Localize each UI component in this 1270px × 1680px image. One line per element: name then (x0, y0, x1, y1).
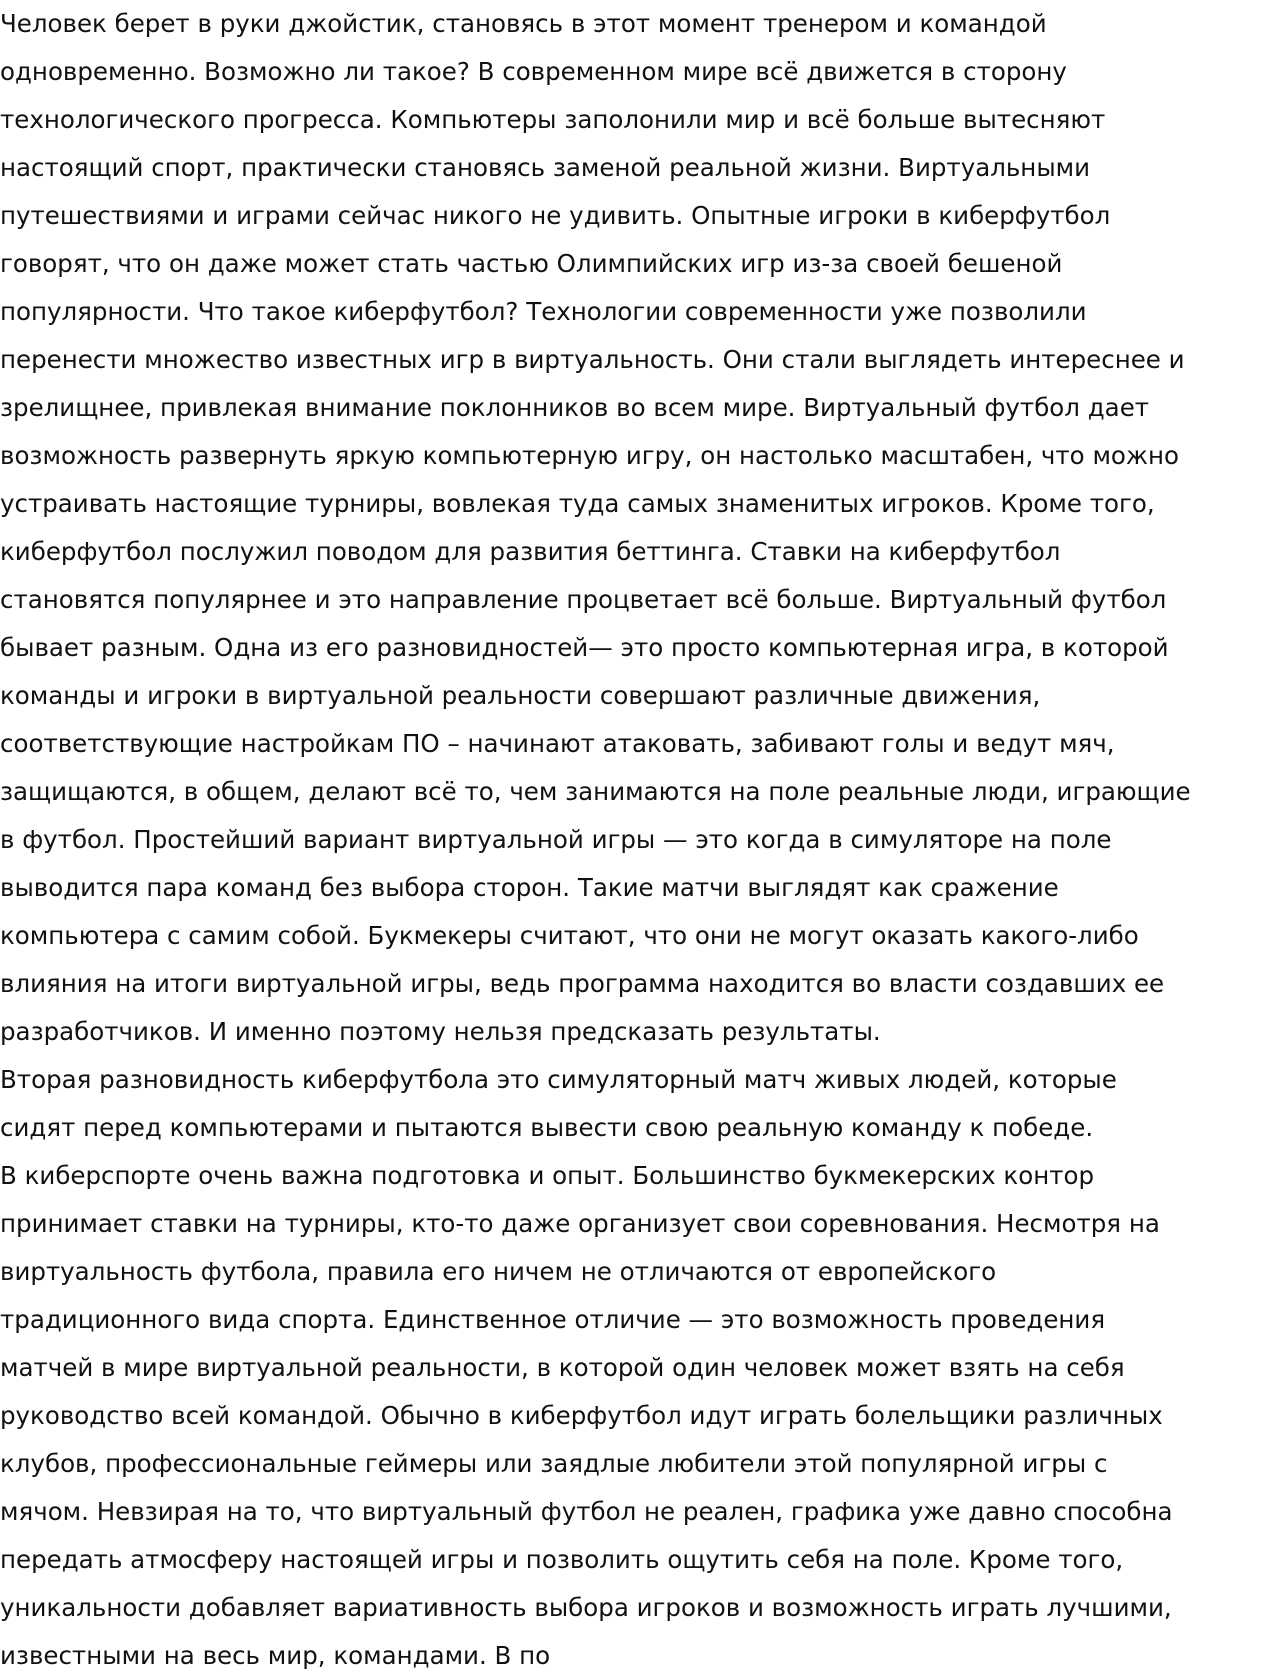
text-line: бывает разным. Одна из его разновидностей— это просто компьютерная игра, в которой (0, 633, 1169, 662)
text-line: защищаются, в общем, делают всё то, чем занимаются на поле реальные люди, играющие (0, 777, 1191, 806)
text-line: говорят, что он даже может стать частью Олимпийских игр из-за своей бешеной (0, 249, 1063, 278)
text-line: настоящий спорт, практически становясь заменой реальной жизни. Виртуальными (0, 153, 1091, 182)
text-line: технологического прогресса. Компьютеры заполонили мир и всё больше вытесняют (0, 105, 1106, 134)
text-line: популярности. Что такое киберфутбол? Технологии современности уже позволили (0, 297, 1087, 326)
text-line: киберфутбол послужил поводом для развития беттинга. Ставки на киберфутбол (0, 537, 1061, 566)
text-line: возможность развернуть яркую компьютерную игру, он настолько масштабен, что можно (0, 441, 1180, 470)
text-line: виртуальность футбола, правила его ничем не отличаются от европейского (0, 1257, 997, 1286)
text-line: разработчиков. И именно поэтому нельзя предсказать результаты. (0, 1017, 881, 1046)
text-line: Человек берет в руки джойстик, становясь в этот момент тренером и командой (0, 9, 1047, 38)
text-line: становятся популярнее и это направление процветает всё больше. Виртуальный футбол (0, 585, 1167, 614)
text-line: устраивать настоящие турниры, вовлекая туда самых знаменитых игроков. Кроме того, (0, 489, 1155, 518)
text-line: перенести множество известных игр в виртуальность. Они стали выглядеть интереснее и (0, 345, 1185, 374)
text-line: зрелищнее, привлекая внимание поклонников во всем мире. Виртуальный футбол дает (0, 393, 1150, 422)
text-line: компьютера с самим собой. Букмекеры считают, что они не могут оказать какого-либо (0, 921, 1139, 950)
text-line: принимает ставки на турниры, кто-то даже организует свои соревнования. Несмотря на (0, 1209, 1160, 1238)
text-line: влияния на итоги виртуальной игры, ведь программа находится во власти создавших ее (0, 969, 1165, 998)
text-line: Вторая разновидность киберфутбола это симуляторный матч живых людей, которые (0, 1065, 1117, 1094)
text-line: выводится пара команд без выбора сторон. Такие матчи выглядят как сражение (0, 873, 1059, 902)
text-line: руководство всей командой. Обычно в киберфутбол идут играть болельщики различных (0, 1401, 1163, 1430)
text-line: известными на весь мир, командами. В по (0, 1641, 551, 1670)
text-line: соответствующие настройкам ПО – начинают атаковать, забивают голы и ведут мяч, (0, 729, 1115, 758)
text-line: сидят перед компьютерами и пытаются вывести свою реальную команду к победе. (0, 1113, 1094, 1142)
text-line: команды и игроки в виртуальной реальности совершают различные движения, (0, 681, 1041, 710)
text-line: традиционного вида спорта. Единственное отличие — это возможность проведения (0, 1305, 1106, 1334)
text-line: передать атмосферу настоящей игры и позволить ощутить себя на поле. Кроме того, (0, 1545, 1124, 1574)
text-line: одновременно. Возможно ли такое? В современном мире всё движется в сторону (0, 57, 1067, 86)
paragraph (0, 1152, 1270, 1680)
paragraph (0, 1056, 1270, 1152)
text-line: путешествиями и играми сейчас никого не удивить. Опытные игроки в киберфутбол (0, 201, 1111, 230)
text-line: В киберспорте очень важна подготовка и опыт. Большинство букмекерских контор (0, 1161, 1095, 1190)
text-line: мячом. Невзирая на то, что виртуальный футбол не реален, графика уже давно способна (0, 1497, 1173, 1526)
text-line: в футбол. Простейший вариант виртуальной игры — это когда в симуляторе на поле (0, 825, 1112, 854)
text-line: уникальности добавляет вариативность выбора игроков и возможность играть лучшими, (0, 1593, 1172, 1622)
text-line: клубов, профессиональные геймеры или заядлые любители этой популярной игры с (0, 1449, 1108, 1478)
text-line: матчей в мире виртуальной реальности, в которой один человек может взять на себя (0, 1353, 1125, 1382)
